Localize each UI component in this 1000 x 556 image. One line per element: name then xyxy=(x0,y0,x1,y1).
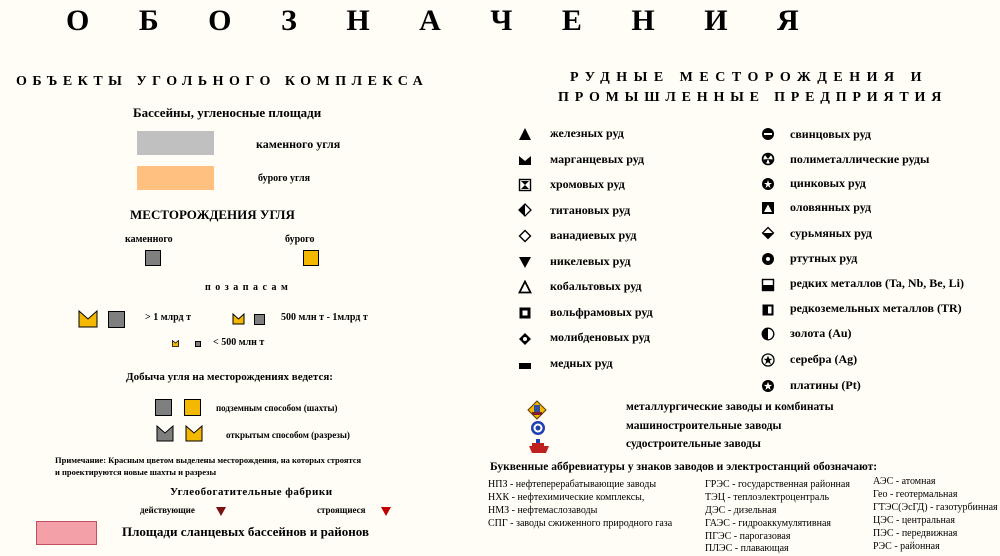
coal-heading: ОБЪЕКТЫ УГОЛЬНОГО КОМПЛЕКСА xyxy=(16,74,429,89)
ore-left-0: железных руд xyxy=(550,126,624,140)
ore-right-8: золота (Au) xyxy=(790,326,852,340)
ore-right-0: свинцовых руд xyxy=(790,127,871,141)
circle-star-white-icon xyxy=(761,379,775,393)
ore-right-5: ртутных руд xyxy=(790,251,858,265)
mine-medium-square xyxy=(254,314,265,325)
ore-left-5: никелевых руд xyxy=(550,254,631,268)
ship-icon xyxy=(528,438,550,454)
page-title: О Б О З Н А Ч Е Н И Я xyxy=(66,4,820,37)
deposits-title: МЕСТОРОЖДЕНИЯ УГЛЯ xyxy=(130,207,295,222)
ore-heading-1: РУДНЫЕ МЕСТОРОЖДЕНИЯ И xyxy=(570,70,928,85)
dep-brown-label: бурого xyxy=(285,234,315,245)
abbr-c3-2: ГТЭС(ЭсГД) - газотурбинная xyxy=(873,502,998,513)
gear-icon xyxy=(530,420,546,436)
diamond-half-icon xyxy=(761,226,775,240)
industry-2: судостроительные заводы xyxy=(626,438,761,450)
circle-bar-icon xyxy=(761,127,775,141)
radiation-icon xyxy=(761,152,775,166)
abbr-c2-5: ПЛЭС - плавающая xyxy=(705,543,789,554)
underground-yellow-square xyxy=(184,399,201,416)
mining-title: Добыча угля на месторождениях ведется: xyxy=(126,371,333,383)
brown-coal-swatch xyxy=(137,166,214,190)
triangle-outline-icon xyxy=(518,280,532,294)
building-plant-icon xyxy=(381,507,391,516)
inverted-triangle-icon xyxy=(518,255,532,269)
plants-active-label: действующие xyxy=(140,505,195,515)
abbr-c3-1: Гео - геотермальная xyxy=(873,489,958,500)
notched-rect-icon xyxy=(518,153,532,167)
ore-right-6: редких металлов (Ta, Nb, Be, Li) xyxy=(790,276,964,290)
open-pit-medium-icon xyxy=(232,313,245,325)
hard-coal-label: каменного угля xyxy=(256,137,341,151)
circle-asterisk-icon xyxy=(761,353,775,367)
hourglass-icon xyxy=(518,178,532,192)
abbr-c1-0: НПЗ - нефтеперерабатывающие заводы xyxy=(488,479,657,490)
industry-0: металлургические заводы и комбинаты xyxy=(626,401,834,413)
mine-small-square xyxy=(195,341,201,347)
ore-left-1: марганцевых руд xyxy=(550,152,645,166)
circle-half-icon xyxy=(761,327,775,341)
abbr-c2-1: ТЭЦ - теплоэлектроцентраль xyxy=(705,492,830,503)
diamond-outline-icon xyxy=(518,229,532,243)
open-pit-yellow-icon xyxy=(185,425,203,442)
abbr-title: Буквенные аббревиатуры у знаков заводов и электростанций обозначают: xyxy=(490,461,878,473)
note-line2: и проектируются новые шахты и разрезы xyxy=(55,467,217,477)
ore-right-4: сурьмяных руд xyxy=(790,226,872,240)
abbr-c2-4: ПГЭС - парогазовая xyxy=(705,531,791,542)
abbr-c2-0: ГРЭС - государственная районная xyxy=(705,479,850,490)
square-dot-icon xyxy=(518,306,532,320)
open-pit-small-icon xyxy=(172,340,179,347)
shale-label: Площади сланцевых бассейнов и районов xyxy=(122,524,369,539)
triangle-icon xyxy=(518,127,532,141)
ore-left-2: хромовых руд xyxy=(550,177,625,191)
ore-right-10: платины (Pt) xyxy=(790,378,861,392)
plants-building-label: строящиеся xyxy=(317,505,366,515)
shale-swatch xyxy=(36,521,97,545)
abbr-c2-2: ДЭС - дизельная xyxy=(705,505,777,516)
square-triangle-icon xyxy=(761,201,775,215)
ore-left-9: медных руд xyxy=(550,356,613,370)
abbr-c1-2: НМЗ - нефтемаслозаводы xyxy=(488,505,598,516)
hard-deposit-square xyxy=(145,250,161,266)
abbr-c1-3: СПГ - заводы сжиженного природного газа xyxy=(488,518,673,529)
reserves-2-label: 500 млн т - 1млрд т xyxy=(281,312,368,323)
ore-left-7: вольфрамовых руд xyxy=(550,305,653,319)
note-line1: Примечание: Красным цветом выделены месторождения, на которых строятся xyxy=(55,455,362,465)
ore-right-7: редкоземельных металлов (TR) xyxy=(790,301,962,315)
ore-right-2: цинковых руд xyxy=(790,176,866,190)
circle-dot-icon xyxy=(761,252,775,266)
basins-title: Бассейны, угленосные площади xyxy=(133,105,322,120)
plants-title: Углеобогатительные фабрики xyxy=(170,486,333,498)
open-pit-large-icon xyxy=(78,310,98,328)
reserves-3-label: < 500 млн т xyxy=(213,337,265,348)
ore-left-3: титановых руд xyxy=(550,203,631,217)
ore-left-4: ванадиевых руд xyxy=(550,228,637,242)
ore-right-3: оловянных руд xyxy=(790,200,872,214)
diamond-dot-icon xyxy=(518,332,532,346)
abbr-c3-5: РЭС - районная xyxy=(873,541,940,552)
abbr-c3-4: ПЭС - передвижная xyxy=(873,528,958,539)
abbr-c2-3: ГАЭС - гидроаккумулятивная xyxy=(705,518,832,529)
ore-right-1: полиметаллические руды xyxy=(790,152,930,166)
square-half-v-icon xyxy=(761,303,775,317)
by-reserves-label: п о з а п а с а м xyxy=(205,282,289,293)
mining-under-label: подземным способом (шахты) xyxy=(216,403,338,413)
abbr-c3-0: АЭС - атомная xyxy=(873,476,936,487)
reserves-1-label: > 1 млрд т xyxy=(145,312,192,323)
active-plant-icon xyxy=(216,507,226,516)
ore-left-6: кобальтовых руд xyxy=(550,279,642,293)
circle-star-icon xyxy=(761,177,775,191)
ore-left-8: молибденовых руд xyxy=(550,330,650,344)
mine-large-square xyxy=(108,311,125,328)
mining-open-label: открытым способом (разрезы) xyxy=(226,430,350,440)
open-pit-grey-icon xyxy=(156,425,174,442)
ore-heading-2: ПРОМЫШЛЕННЫЕ ПРЕДПРИЯТИЯ xyxy=(558,90,948,105)
abbr-c3-3: ЦЭС - центральная xyxy=(873,515,955,526)
underground-grey-square xyxy=(155,399,172,416)
metallurgy-icon xyxy=(527,400,547,420)
dep-hard-label: каменного xyxy=(125,234,173,245)
industry-1: машиностроительные заводы xyxy=(626,420,782,432)
brown-coal-label: бурого угля xyxy=(258,173,311,184)
half-diamond-icon xyxy=(518,203,532,217)
abbr-c1-1: НХК - нефтехимические комплексы, xyxy=(488,492,645,503)
square-half-h-icon xyxy=(761,278,775,292)
brown-deposit-square xyxy=(303,250,319,266)
hard-coal-swatch xyxy=(137,131,214,155)
ore-right-9: серебра (Ag) xyxy=(790,352,858,366)
bar-icon xyxy=(518,359,532,373)
